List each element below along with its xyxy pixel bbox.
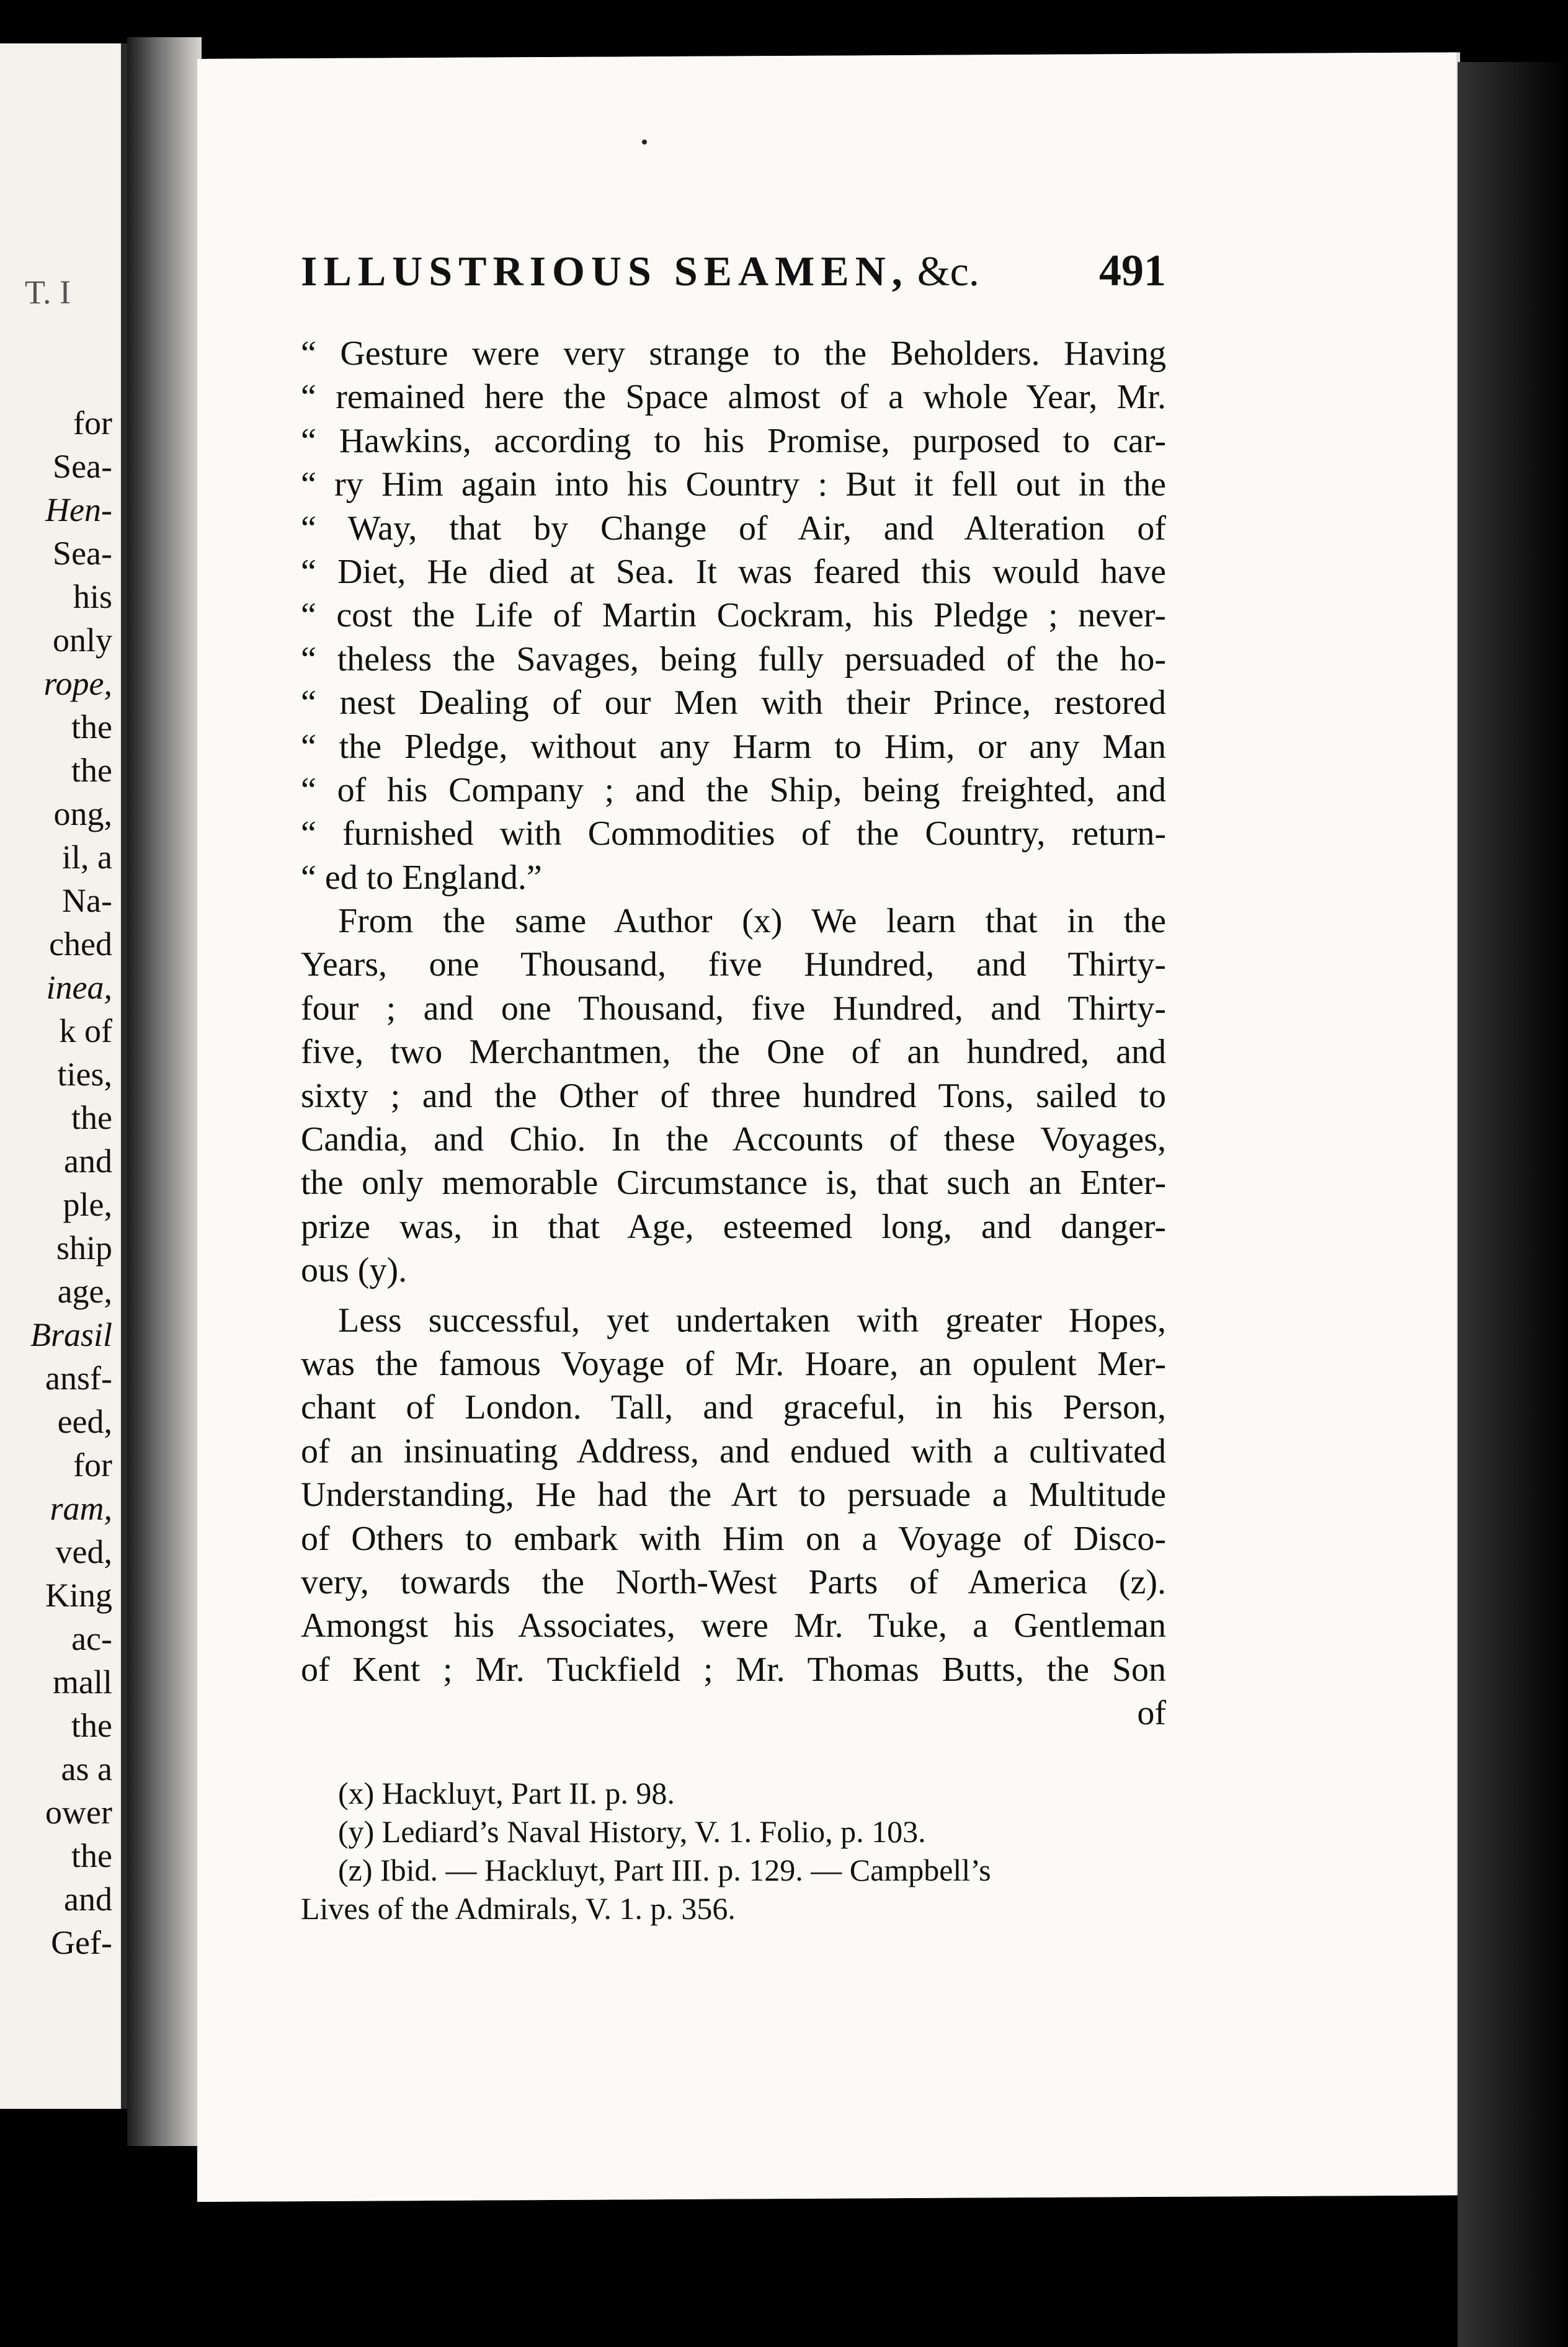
text-line: “ Diet, He died at Sea. It was feared this would have bbox=[301, 552, 1166, 591]
text-line: “ nest Dealing of our Men with their Prince, restored bbox=[301, 684, 1166, 723]
text-line: “ Hawkins, according to his Promise, purposed to car- bbox=[301, 421, 1166, 460]
facing-page-fragment-line: and bbox=[64, 1142, 112, 1180]
facing-page-fragment-line: for bbox=[73, 1446, 112, 1484]
footnotes bbox=[301, 1774, 1166, 1928]
text-line: “ of his Company ; and the Ship, being freighted, and bbox=[301, 770, 1166, 809]
text-line: ous (y). bbox=[301, 1251, 408, 1290]
text-line: five, two Merchantmen, the One of an hundred, and bbox=[301, 1033, 1166, 1072]
facing-page-fragment-line: the bbox=[71, 708, 112, 746]
page-edge-shadow bbox=[1458, 62, 1568, 2347]
text-line: sixty ; and the Other of three hundred Tons, sailed to bbox=[301, 1076, 1166, 1115]
page-header bbox=[301, 245, 1166, 296]
facing-page-fragment-line: only bbox=[52, 621, 112, 659]
footnote: (x) Hackluyt, Part II. p. 98. bbox=[338, 1776, 675, 1810]
text-line: “ remained here the Space almost of a whole Year, Mr. bbox=[301, 378, 1166, 417]
facing-page-fragment-line: the bbox=[71, 1837, 112, 1874]
facing-page-fragment-line: ansf- bbox=[45, 1360, 112, 1397]
text-line: very, towards the North-West Parts of America (z). bbox=[301, 1562, 1166, 1601]
facing-page-fragment-line: Sea- bbox=[53, 448, 112, 485]
text-line: Amongst his Associates, were Mr. Tuke, a Gentleman bbox=[301, 1606, 1166, 1646]
facing-page-fragment-line: inea, bbox=[46, 969, 112, 1006]
text-line: “ cost the Life of Martin Cockram, his Pledge ; never- bbox=[301, 596, 1166, 635]
facing-page-fragment-line: ched bbox=[49, 925, 112, 963]
facing-page-fragment-line: the bbox=[71, 1707, 112, 1744]
text-line: From the same Author (x) We learn that in the bbox=[338, 902, 1166, 941]
facing-page-fragment-line: the bbox=[71, 1099, 112, 1136]
facing-page-fragment-line: as a bbox=[61, 1750, 112, 1788]
facing-page-fragment-line: il, a bbox=[62, 839, 112, 876]
facing-page-fragment-line: ple, bbox=[63, 1186, 112, 1223]
facing-page-fragment-line: k of bbox=[59, 1012, 112, 1049]
page-number: 491 bbox=[1099, 246, 1166, 295]
text-line: “ Gesture were very strange to the Beholders. Having bbox=[301, 334, 1166, 373]
footnote: (z) Ibid. — Hackluyt, Part III. p. 129. — Campbell’s bbox=[338, 1853, 991, 1887]
text-line: “ ed to England.” bbox=[301, 858, 542, 897]
facing-page-fragment-line: the bbox=[71, 752, 112, 789]
facing-page-fragment-line: age, bbox=[57, 1273, 112, 1310]
footnote: (y) Lediard’s Naval History, V. 1. Folio, p. 103. bbox=[338, 1814, 926, 1849]
facing-page-fragment bbox=[0, 43, 127, 2109]
facing-page-fragment-line: Brasil bbox=[30, 1316, 112, 1353]
running-head-title: ILLUSTRIOUS SEAMEN, bbox=[301, 247, 909, 295]
text-line: “ furnished with Commodities of the Country, return- bbox=[301, 814, 1166, 853]
facing-page-fragment-line: Hen- bbox=[45, 491, 112, 528]
text-line: “ theless the Savages, being fully persuaded of the ho- bbox=[301, 639, 1166, 679]
facing-page-fragment-line: eed, bbox=[57, 1403, 112, 1440]
facing-page-fragment-line: Na- bbox=[62, 882, 112, 919]
facing-page-mark: T. I bbox=[25, 274, 71, 311]
text-line: Years, one Thousand, five Hundred, and Thirty- bbox=[301, 945, 1166, 984]
facing-page-fragment-line: King bbox=[45, 1577, 112, 1614]
facing-page-fragment-line: for bbox=[73, 404, 112, 442]
facing-page-fragment-line: rope, bbox=[43, 665, 112, 702]
text-line: the only memorable Circumstance is, that such an Enter- bbox=[301, 1164, 1166, 1203]
facing-page-fragment-line: mall bbox=[53, 1663, 112, 1701]
facing-page-fragment-line: his bbox=[73, 578, 112, 615]
text-line: prize was, in that Age, esteemed long, and danger- bbox=[301, 1207, 1166, 1246]
text-line: “ the Pledge, without any Harm to Him, or any Man bbox=[301, 727, 1166, 766]
book-gutter bbox=[127, 37, 202, 2146]
facing-page-fragment-line: ved, bbox=[55, 1533, 112, 1570]
text-line: of Kent ; Mr. Tuckfield ; Mr. Thomas Butts, the Son bbox=[301, 1650, 1166, 1689]
facing-page-fragment-line: ship bbox=[56, 1229, 112, 1267]
footnote-continuation: Lives of the Admirals, V. 1. p. 356. bbox=[301, 1891, 736, 1926]
facing-page-fragment-line: and bbox=[64, 1881, 112, 1918]
text-line: chant of London. Tall, and graceful, in his Person, bbox=[301, 1388, 1166, 1427]
text-line: “ ry Him again into his Country : But it fell out in the bbox=[301, 465, 1166, 504]
facing-page-fragment-line: ram, bbox=[50, 1490, 112, 1527]
facing-page-fragment-line: ower bbox=[45, 1794, 112, 1831]
text-line: was the famous Voyage of Mr. Hoare, an opulent Mer- bbox=[301, 1344, 1166, 1383]
body-text bbox=[301, 332, 1166, 1735]
running-head-etc: &c. bbox=[917, 247, 979, 295]
ink-speck bbox=[642, 140, 647, 145]
text-line: of Others to embark with Him on a Voyage of Disco- bbox=[301, 1519, 1166, 1558]
text-line: Less successful, yet undertaken with greater Hopes, bbox=[338, 1301, 1166, 1340]
facing-page-fragment-line: ties, bbox=[57, 1056, 112, 1093]
catchword: of bbox=[1137, 1694, 1166, 1733]
facing-page-fragment-line: Sea- bbox=[53, 535, 112, 572]
text-line: “ Way, that by Change of Air, and Alteration of bbox=[301, 509, 1166, 548]
text-line: Candia, and Chio. In the Accounts of these Voyages, bbox=[301, 1120, 1166, 1159]
facing-page-fragment-line: Gef- bbox=[51, 1924, 112, 1961]
text-line: Understanding, He had the Art to persuade a Multitude bbox=[301, 1476, 1166, 1515]
text-line: of an insinuating Address, and endued with a cultivated bbox=[301, 1432, 1166, 1471]
running-head bbox=[301, 247, 979, 296]
text-line: four ; and one Thousand, five Hundred, and Thirty- bbox=[301, 989, 1166, 1028]
facing-page-fragment-line: ac- bbox=[71, 1620, 112, 1657]
facing-page-fragment-line: ong, bbox=[53, 795, 112, 832]
